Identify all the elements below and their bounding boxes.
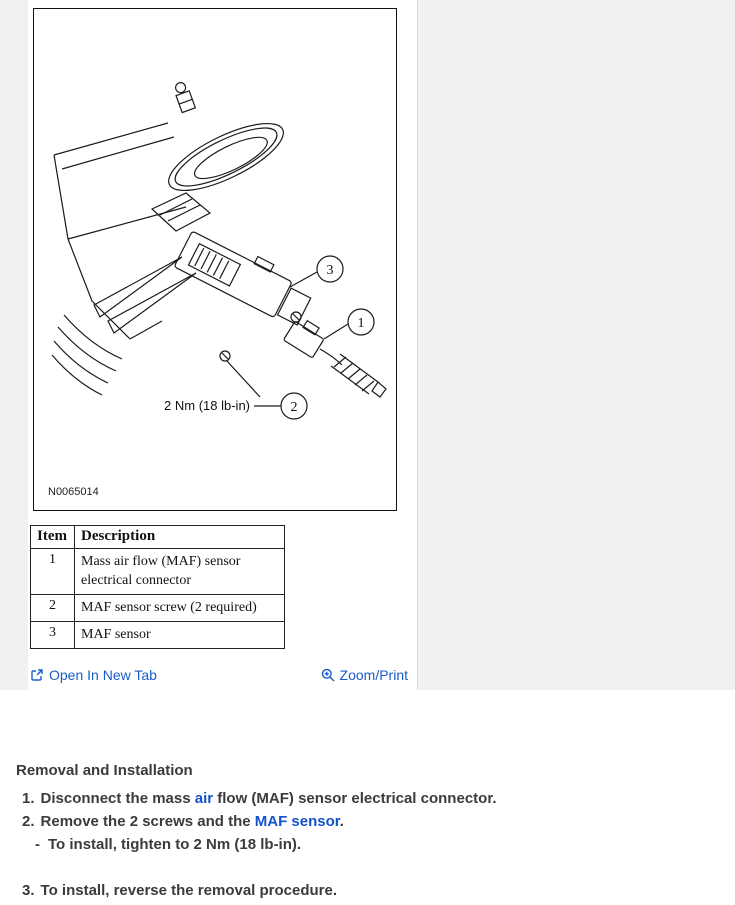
step-2-text-post: . [339,813,344,830]
sensor-mount-flange [152,193,210,231]
clamp-bolt [172,81,195,113]
step-3-number: 3. [22,882,35,899]
air-intake-tube [54,123,186,339]
item-description: Mass air flow (MAF) sensor electrical connector [75,549,285,595]
open-in-new-tab-label: Open In New Tab [49,667,157,683]
leader-callout-1 [324,324,348,339]
figure-panel [28,0,418,690]
diagram-linework [52,81,386,419]
maf-sensor-body [174,225,317,329]
zoom-plus-icon [321,668,335,682]
header-item: Item [31,526,75,549]
step-2-number: 2. [22,813,35,830]
wiring-harness [320,349,386,397]
parts-table-header-row [31,526,285,549]
procedure-heading: Removal and Installation [16,762,193,779]
step-1 [22,787,735,810]
intake-clamp-ring [160,111,292,204]
callout-number-3: 3 [326,263,334,278]
callout-number-1: 1 [357,316,365,331]
step-1-text-pre: Disconnect the mass [40,790,195,807]
callout-number-2: 2 [290,400,298,415]
zoom-print-label: Zoom/Print [339,667,408,683]
sensor-screw-b [220,351,230,361]
substep-text: To install, tighten to 2 Nm (18 lb-in). [48,836,302,853]
step-2 [22,810,735,833]
table-row [31,549,285,595]
leader-callout-3 [290,272,317,287]
figure-id-label: N0065014 [48,486,99,498]
table-row [31,622,285,649]
item-description: MAF sensor screw (2 required) [75,595,285,622]
step-2-substep [35,833,735,856]
step-1-text-post: flow (MAF) sensor electrical connector. [213,790,497,807]
open-in-new-tab-button[interactable] [30,667,157,683]
maf-sensor-figure [33,8,397,511]
step-3 [22,879,735,902]
procedure-section [0,690,735,902]
maf-sensor-link[interactable]: MAF sensor [254,813,340,830]
step-1-number: 1. [22,790,35,807]
open-in-new-tab-icon [30,668,44,682]
substep-dash: - [35,836,40,853]
torque-label: 2 Nm (18 lb-in) [164,398,250,413]
maf-sensor-diagram [34,9,398,512]
air-link[interactable]: air [194,790,214,807]
item-number: 2 [31,595,75,622]
bracket-fins [94,257,196,333]
leader-screw-to-label [227,361,260,397]
item-description: MAF sensor [75,622,285,649]
zoom-print-button[interactable] [321,667,408,683]
step-3-text: To install, reverse the removal procedure. [40,882,338,899]
table-row [31,595,285,622]
step-2-text-pre: Remove the 2 screws and the [40,813,255,830]
figure-actions-bar [30,664,408,686]
header-description: Description [75,526,285,549]
procedure-steps [0,787,735,902]
sensor-screw-a [291,312,301,322]
item-number: 3 [31,622,75,649]
item-number: 1 [31,549,75,595]
parts-table [30,525,285,649]
